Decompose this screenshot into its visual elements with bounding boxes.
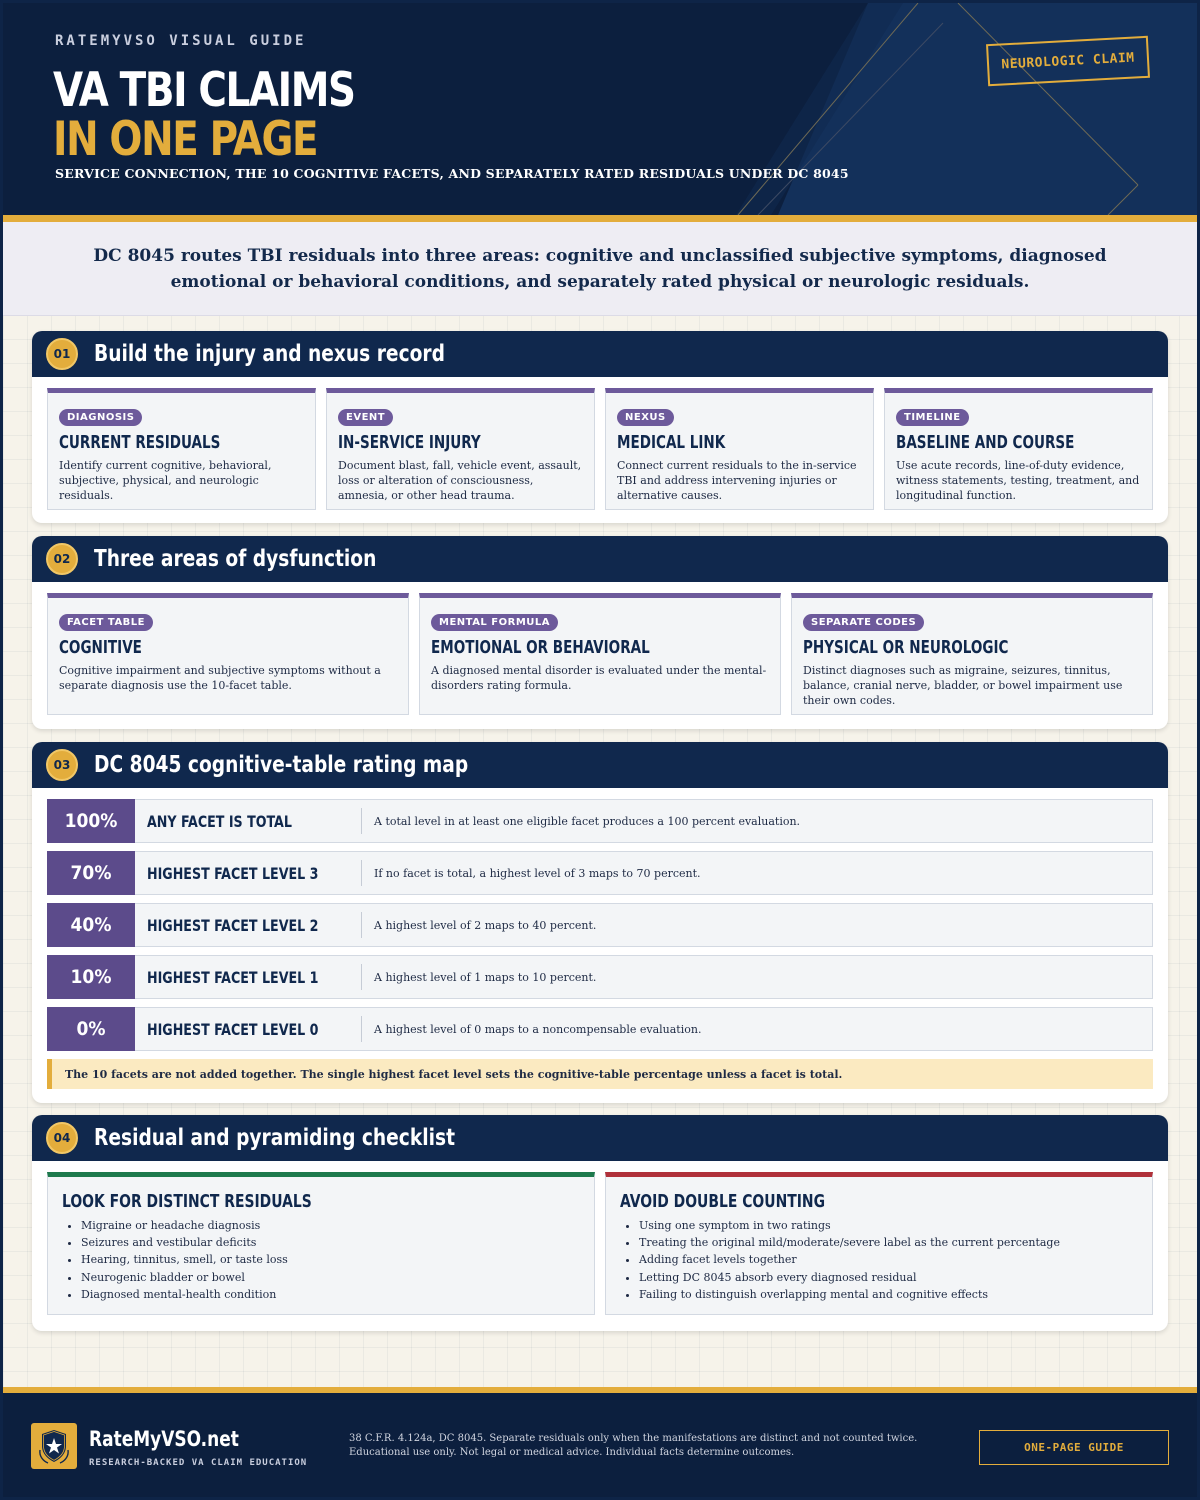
- brand-kicker: RATEMYVSO VISUAL GUIDE: [55, 33, 307, 49]
- checklist: [620, 1217, 1138, 1303]
- section-title: Three areas of dysfunction: [94, 546, 377, 572]
- section-title: DC 8045 cognitive-table rating map: [94, 752, 469, 778]
- section-injury-nexus: [32, 331, 1168, 523]
- list-item: • Migraine or headache diagnosis: [81, 1217, 580, 1234]
- rating-description: If no facet is total, a highest level of 3 maps to 70 percent.: [374, 866, 701, 880]
- rating-row: [47, 851, 1153, 895]
- card-description: Document blast, fall, vehicle event, assault, loss or alteration of consciousness, amnesia, or other head trauma.: [338, 459, 582, 502]
- section-dysfunction-areas: [32, 536, 1168, 729]
- rating-label: [135, 864, 361, 883]
- card-tag: MENTAL FORMULA: [431, 614, 558, 631]
- checklist: [62, 1217, 580, 1303]
- card-description: Connect current residuals to the in-service TBI and address intervening injuries or alternative causes.: [617, 459, 857, 502]
- card-event: [326, 388, 595, 510]
- section-title: Build the injury and nexus record: [94, 341, 445, 367]
- rating-description: A highest level of 1 maps to 10 percent.: [374, 970, 597, 984]
- header: [3, 3, 1197, 215]
- card-tag: EVENT: [338, 409, 393, 426]
- intro-banner: [3, 222, 1197, 316]
- card-tag: NEXUS: [617, 409, 674, 426]
- section-checklist: [32, 1115, 1168, 1331]
- section-number: 03: [46, 749, 78, 781]
- rating-row: [47, 955, 1153, 999]
- footer: [3, 1393, 1197, 1497]
- one-page-guide-label: ONE-PAGE GUIDE: [979, 1430, 1169, 1465]
- card-title: BASELINE AND COURSE: [896, 433, 1075, 453]
- card-tag: DIAGNOSIS: [59, 409, 142, 426]
- card-row: [47, 388, 1153, 510]
- card-tag: TIMELINE: [896, 409, 969, 426]
- rating-description: A highest level of 0 maps to a noncompensable evaluation.: [374, 1022, 702, 1036]
- header-divider: [3, 215, 1197, 222]
- card-cognitive: [47, 593, 409, 715]
- card-timeline: [884, 388, 1153, 510]
- card-row: [47, 593, 1153, 715]
- rating-note: The 10 facets are not added together. The single highest facet level sets the cognitive-table percentage unless a facet is total.: [47, 1059, 1153, 1089]
- list-item: • Hearing, tinnitus, smell, or taste loss: [81, 1251, 580, 1268]
- rating-label: [135, 916, 361, 935]
- rating-label: [135, 1020, 361, 1039]
- list-item: • Neurogenic bladder or bowel: [81, 1269, 580, 1286]
- rating-percent: 70%: [47, 851, 135, 895]
- rating-label-text: ANY FACET IS TOTAL: [147, 811, 292, 831]
- list-item: • Using one symptom in two ratings: [639, 1217, 1138, 1234]
- rating-row: [47, 799, 1153, 843]
- checklist-avoid-double-counting: [605, 1172, 1153, 1315]
- footer-tagline: RESEARCH-BACKED VA CLAIM EDUCATION: [89, 1458, 308, 1468]
- rating-percent: 100%: [47, 799, 135, 843]
- section-title: Residual and pyramiding checklist: [94, 1125, 455, 1151]
- card-title: IN-SERVICE INJURY: [338, 433, 481, 453]
- card-title: EMOTIONAL OR BEHAVIORAL: [431, 638, 650, 658]
- card-emotional-behavioral: [419, 593, 781, 715]
- checklist-title: AVOID DOUBLE COUNTING: [620, 1191, 826, 1212]
- rating-label-text: HIGHEST FACET LEVEL 1: [147, 967, 319, 987]
- page-subtitle: SERVICE CONNECTION, THE 10 COGNITIVE FACETS, AND SEPARATELY RATED RESIDUALS UNDER DC 8045: [55, 166, 849, 181]
- page-title-line-1: VA TBI CLAIMS: [53, 63, 355, 118]
- footer-brand-name: RateMyVSO.net: [89, 1427, 239, 1451]
- rating-description: A highest level of 2 maps to 40 percent.: [374, 918, 597, 932]
- section-number: 02: [46, 543, 78, 575]
- section-number: 04: [46, 1122, 78, 1154]
- section-header: [32, 536, 1168, 582]
- card-tag: SEPARATE CODES: [803, 614, 924, 631]
- list-item: • Failing to distinguish overlapping mental and cognitive effects: [639, 1286, 1138, 1303]
- intro-text: DC 8045 routes TBI residuals into three areas: cognitive and unclassified subjective symptoms, diagnosed emotional or behavioral conditions, and separately rated physical or neurologic residuals.: [93, 245, 1107, 292]
- card-tag: FACET TABLE: [59, 614, 153, 631]
- list-item: • Diagnosed mental-health condition: [81, 1286, 580, 1303]
- rating-row: [47, 903, 1153, 947]
- card-nexus: [605, 388, 874, 510]
- shield-logo-icon: [31, 1423, 77, 1469]
- section-header: [32, 331, 1168, 377]
- rating-label: [135, 968, 361, 987]
- page-title-line-2: IN ONE PAGE: [53, 112, 318, 167]
- claim-type-badge: NEUROLOGIC CLAIM: [986, 36, 1150, 86]
- card-description: Use acute records, line-of-duty evidence, witness statements, testing, treatment, and longitudinal function.: [896, 459, 1140, 502]
- card-title: MEDICAL LINK: [617, 433, 726, 453]
- guide-page: [3, 3, 1197, 1497]
- rating-percent: 10%: [47, 955, 135, 999]
- section-header: [32, 742, 1168, 788]
- card-title: CURRENT RESIDUALS: [59, 433, 221, 453]
- section-rating-map: [32, 742, 1168, 1103]
- section-number: 01: [46, 338, 78, 370]
- rating-percent: 0%: [47, 1007, 135, 1051]
- card-description: Cognitive impairment and subjective symptoms without a separate diagnosis use the 10-facet table.: [59, 664, 381, 692]
- rating-description: A total level in at least one eligible facet produces a 100 percent evaluation.: [374, 814, 801, 828]
- list-item: • Seizures and vestibular deficits: [81, 1234, 580, 1251]
- card-diagnosis: [47, 388, 316, 510]
- rating-percent: 40%: [47, 903, 135, 947]
- card-physical-neurologic: [791, 593, 1153, 715]
- list-item: • Adding facet levels together: [639, 1251, 1138, 1268]
- card-description: Distinct diagnoses such as migraine, seizures, tinnitus, balance, cranial nerve, bladder, or bowel impairment use their own codes.: [803, 664, 1123, 707]
- rating-row: [47, 1007, 1153, 1051]
- rating-label-text: HIGHEST FACET LEVEL 3: [147, 863, 319, 883]
- checklist-title: LOOK FOR DISTINCT RESIDUALS: [62, 1191, 312, 1212]
- list-item: • Treating the original mild/moderate/severe label as the current percentage: [639, 1234, 1138, 1251]
- card-description: A diagnosed mental disorder is evaluated under the mental-disorders rating formula.: [431, 664, 767, 692]
- card-title: PHYSICAL OR NEUROLOGIC: [803, 638, 1009, 658]
- section-header: [32, 1115, 1168, 1161]
- checklist-distinct-residuals: [47, 1172, 595, 1315]
- rating-label-text: HIGHEST FACET LEVEL 0: [147, 1019, 319, 1039]
- card-title: COGNITIVE: [59, 638, 142, 658]
- rating-label-text: HIGHEST FACET LEVEL 2: [147, 915, 319, 935]
- footer-disclaimer: 38 C.F.R. 4.124a, DC 8045. Separate residuals only when the manifestations are distinct and not counted twice. Educational use only. Not legal or medical advice. Individual facts determine outcomes.: [349, 1433, 918, 1458]
- rating-label: [135, 812, 361, 831]
- card-description: Identify current cognitive, behavioral, subjective, physical, and neurologic residuals.: [59, 459, 272, 502]
- list-item: • Letting DC 8045 absorb every diagnosed residual: [639, 1269, 1138, 1286]
